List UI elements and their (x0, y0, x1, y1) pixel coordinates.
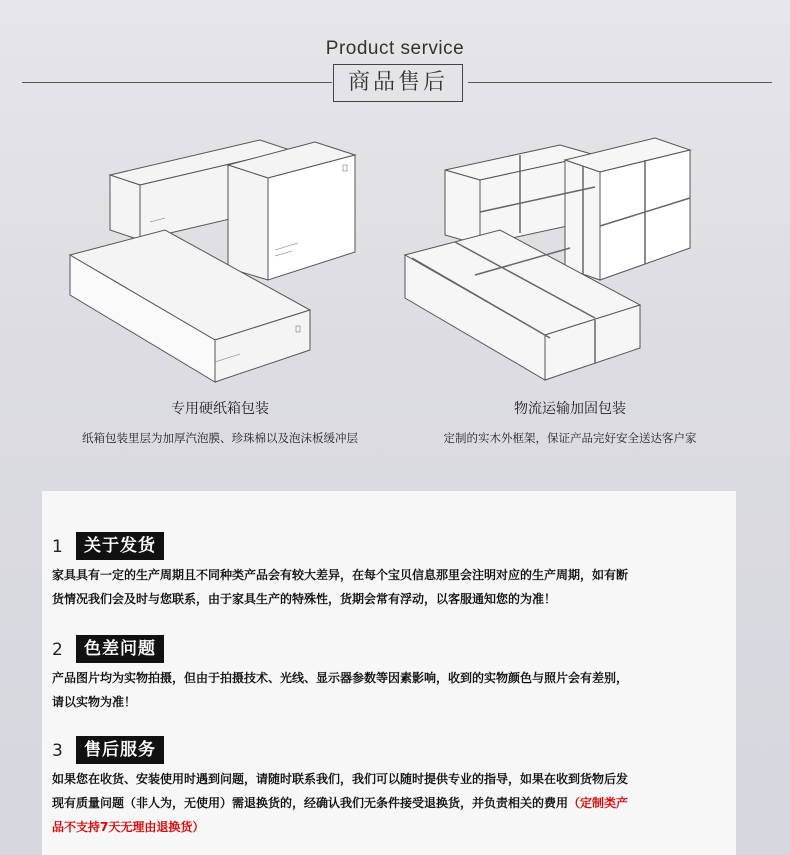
section-number: 1 (52, 537, 63, 557)
divider-right (468, 82, 772, 83)
cardboard-box-illustration (60, 130, 380, 390)
section-number: 2 (52, 640, 63, 660)
text-line: 请以实物为准！ (52, 695, 137, 709)
title-en: Product service (325, 38, 465, 59)
wooden-crate-illustration (400, 130, 700, 390)
title-cn: 商品售后 (333, 64, 463, 102)
highlight-text: （定制类产 (568, 796, 629, 810)
divider-left (22, 82, 332, 83)
highlight-text: 品不支持7天无理由退换货） (52, 820, 205, 834)
text-line (52, 791, 712, 815)
text-line: 如果您在收货、安装使用时遇到问题，请随时联系我们，我们可以随时提供专业的指导，如果在收到货物后发 (52, 772, 629, 786)
section-text (52, 767, 712, 839)
service-panel (42, 491, 736, 855)
text-line: 货情况我们会及时与您联系，由于家具生产的特殊性，货期会常有浮动，以客服通知您的为准！ (52, 592, 557, 606)
section-title: 色差问题 (76, 635, 164, 663)
section-number: 3 (52, 741, 63, 761)
section-title: 关于发货 (76, 532, 164, 560)
packaging-desc-1: 纸箱包装里层为加厚汽泡膜、珍珠棉以及泡沫板缓冲层 (82, 431, 358, 445)
section-text (52, 563, 712, 611)
text-line: 产品图片均为实物拍摄，但由于拍摄技术、光线、显示器参数等因素影响，收到的实物颜色与照片会有差别， (52, 671, 629, 685)
packaging-title-1: 专用硬纸箱包装 (171, 401, 269, 417)
text-span: 现有质量问题（非人为，无使用）需退换货的，经确认我们无条件接受退换货，并负责相关的费用 (52, 796, 569, 810)
section-title: 售后服务 (76, 736, 164, 764)
text-line: 家具具有一定的生产周期且不同种类产品会有较大差异，在每个宝贝信息那里会注明对应的生产周期，如有断 (52, 568, 629, 582)
packaging-title-2: 物流运输加固包装 (514, 401, 626, 417)
packaging-desc-2: 定制的实木外框架，保证产品完好安全送达客户家 (443, 431, 697, 445)
section-text (52, 666, 712, 714)
